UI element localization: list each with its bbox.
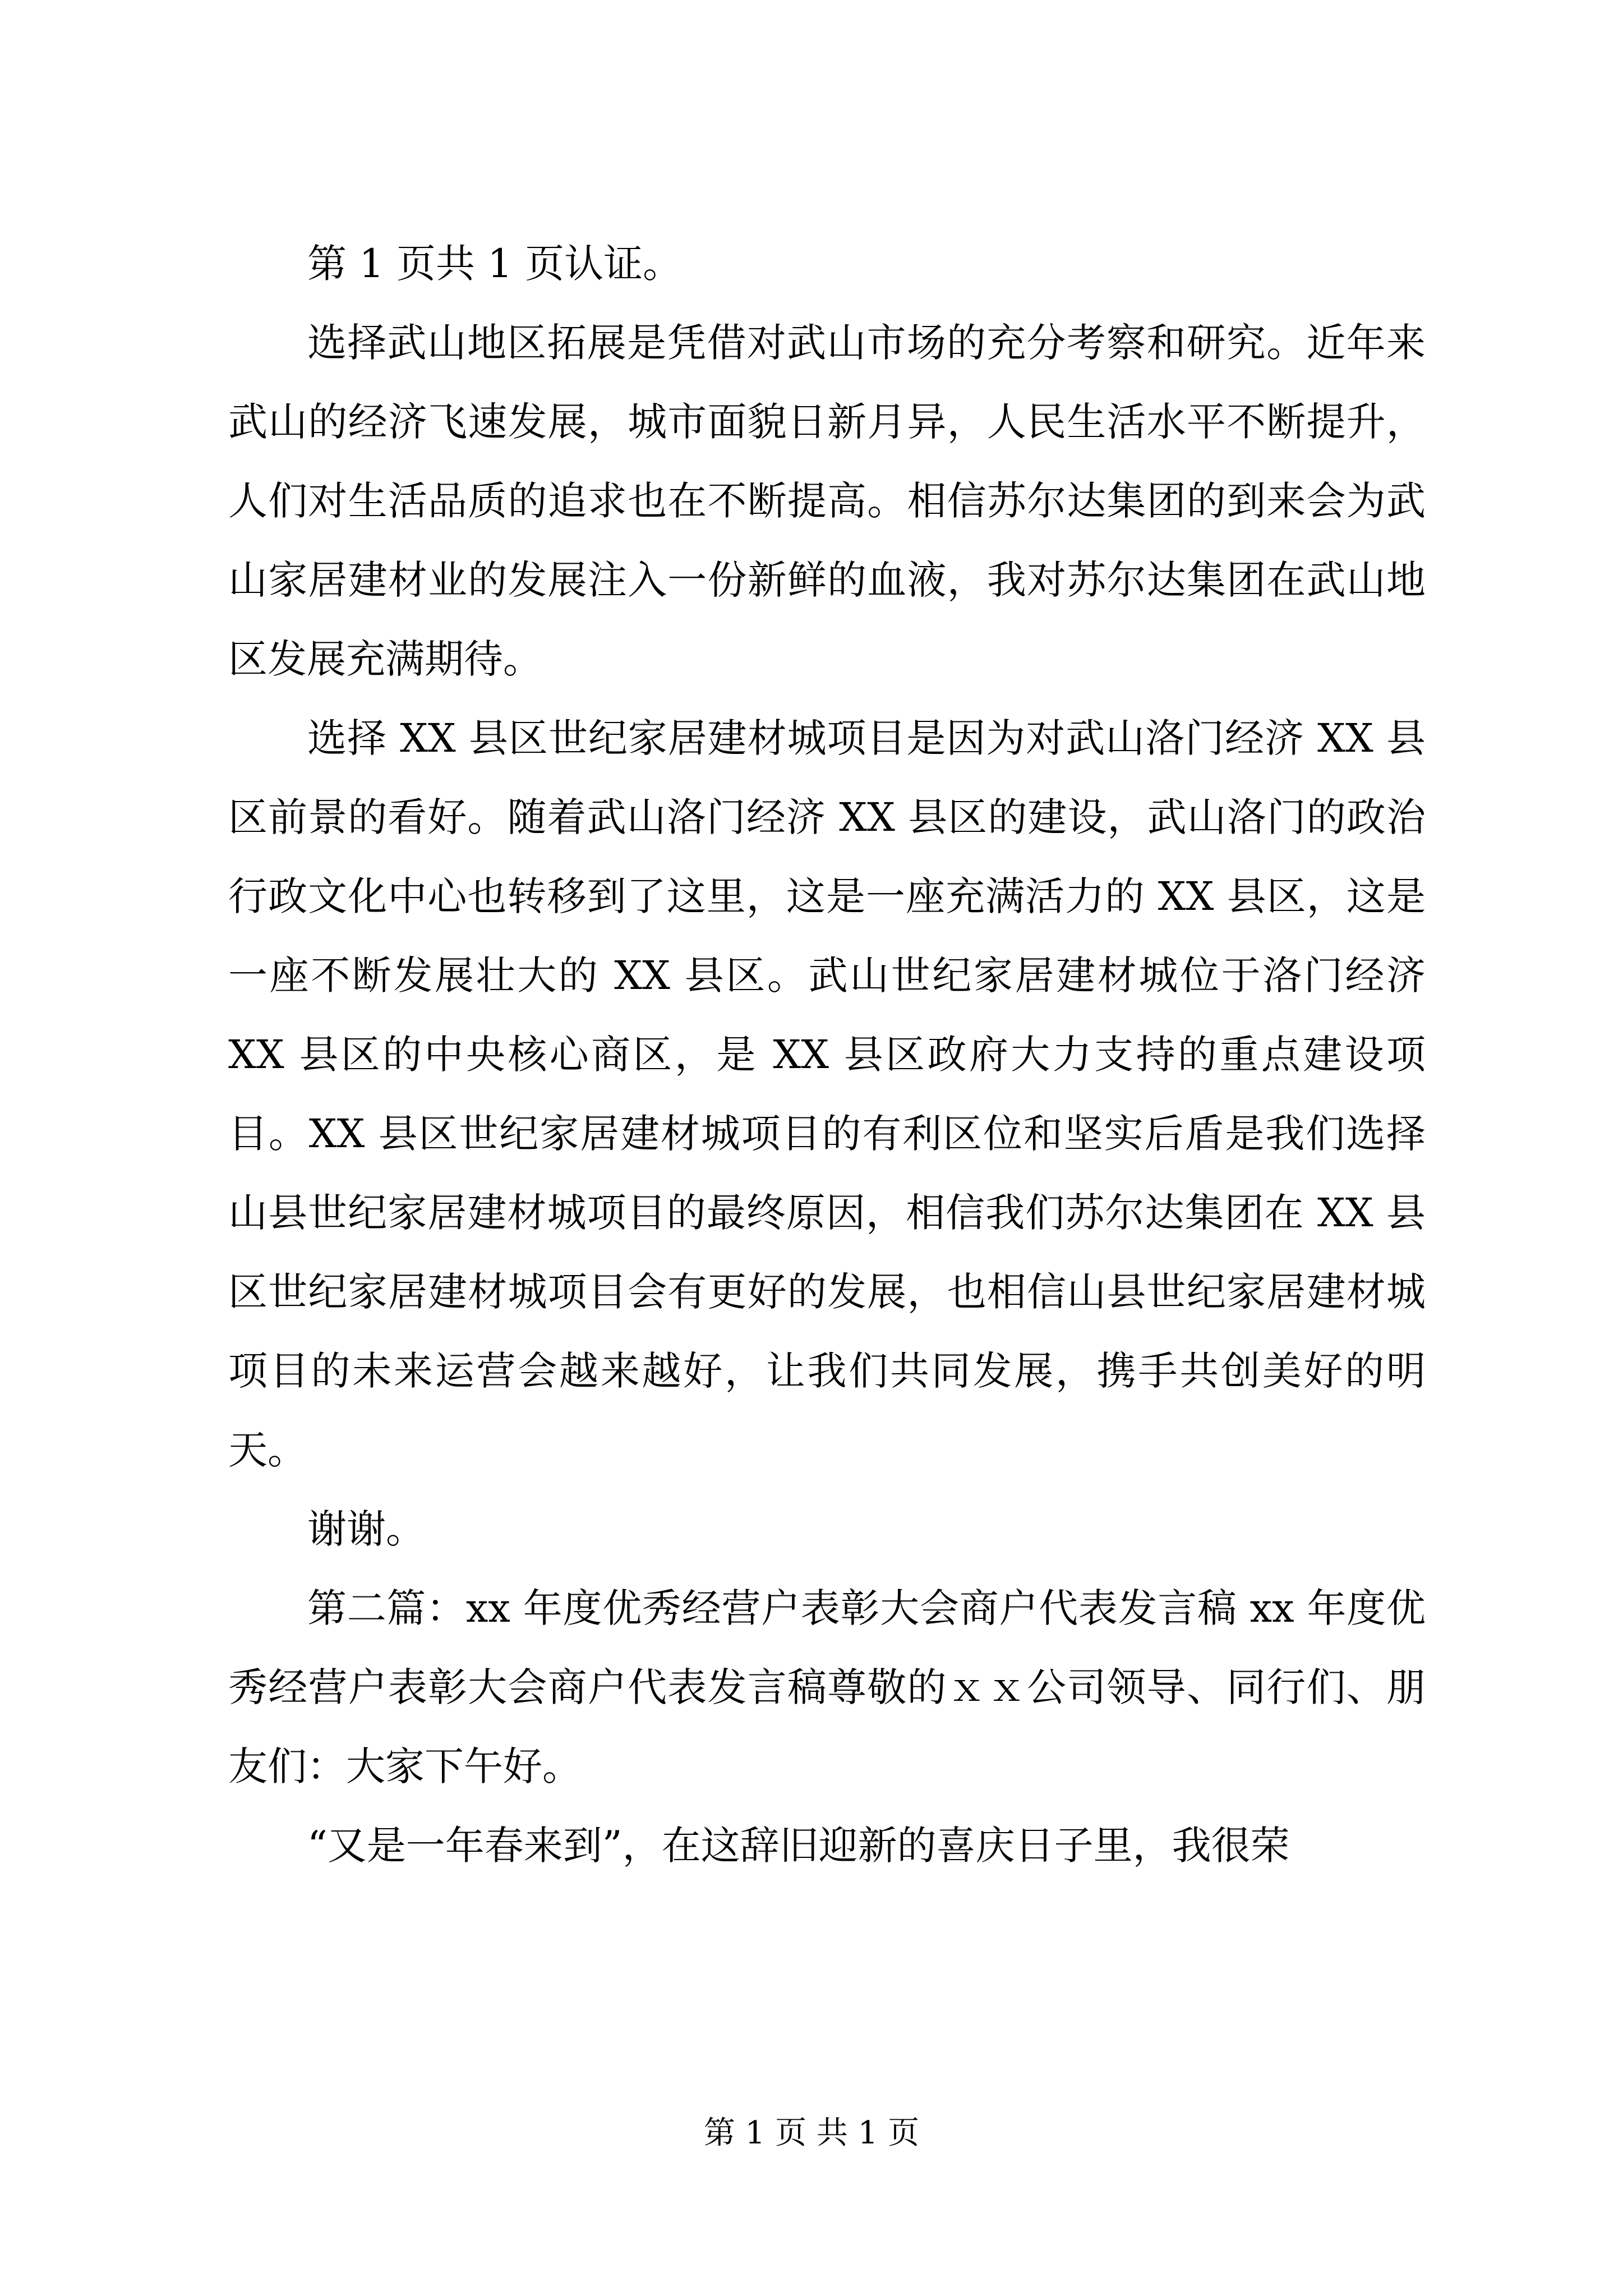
page-footer: 第 1 页 共 1 页: [703, 2115, 920, 2151]
paragraph-spring-quote: “又是一年春来到”，在这辞旧迎新的喜庆日子里，我很荣: [307, 1823, 1290, 1869]
paragraph-page-certification: 第 1 页共 1 页认证。: [307, 241, 683, 287]
page-body: [228, 224, 1426, 1885]
paragraph-project-choice: 选择 XX 县区世纪家居建材城项目是因为对武山洛门经济 XX 县区前景的看好。随着武山洛门经济 XX 县区的建设，武山洛门的政治行政文化中心也转移到了这里，这是一座充满活力的 XX 县区，这是一座不断发展壮大的 XX 县区。武山世纪家居建材城位于洛门经济 XX 县区的中央核心商区，是 XX 县区政府大力支持的重点建设项目。XX 县区世纪家居建材城项目的有利区位和坚实后盾是我们选择山县世纪家居建材城项目的最终原因，相信我们苏尔达集团在 XX 县区世纪家居建材城项目会有更好的发展，也相信山县世纪家居建材城项目的未来运营会越来越好，让我们共同发展，携手共创美好的明天。: [228, 715, 1426, 1473]
paragraph-thanks: 谢谢。: [307, 1506, 425, 1552]
paragraph-wushan-expansion: 选择武山地区拓展是凭借对武山市场的充分考察和研究。近年来武山的经济飞速发展，城市面貌日新月异，人民生活水平不断提升，人们对生活品质的追求也在不断提高。相信苏尔达集团的到来会为武山家居建材业的发展注入一份新鲜的血液，我对苏尔达集团在武山地区发展充满期待。: [228, 320, 1426, 682]
paragraph-second-article: 第二篇：xx 年度优秀经营户表彰大会商户代表发言稿 xx 年度优秀经营户表彰大会商户代表发言稿尊敬的ｘｘ公司领导、同行们、朋友们：大家下午好。: [228, 1585, 1426, 1789]
